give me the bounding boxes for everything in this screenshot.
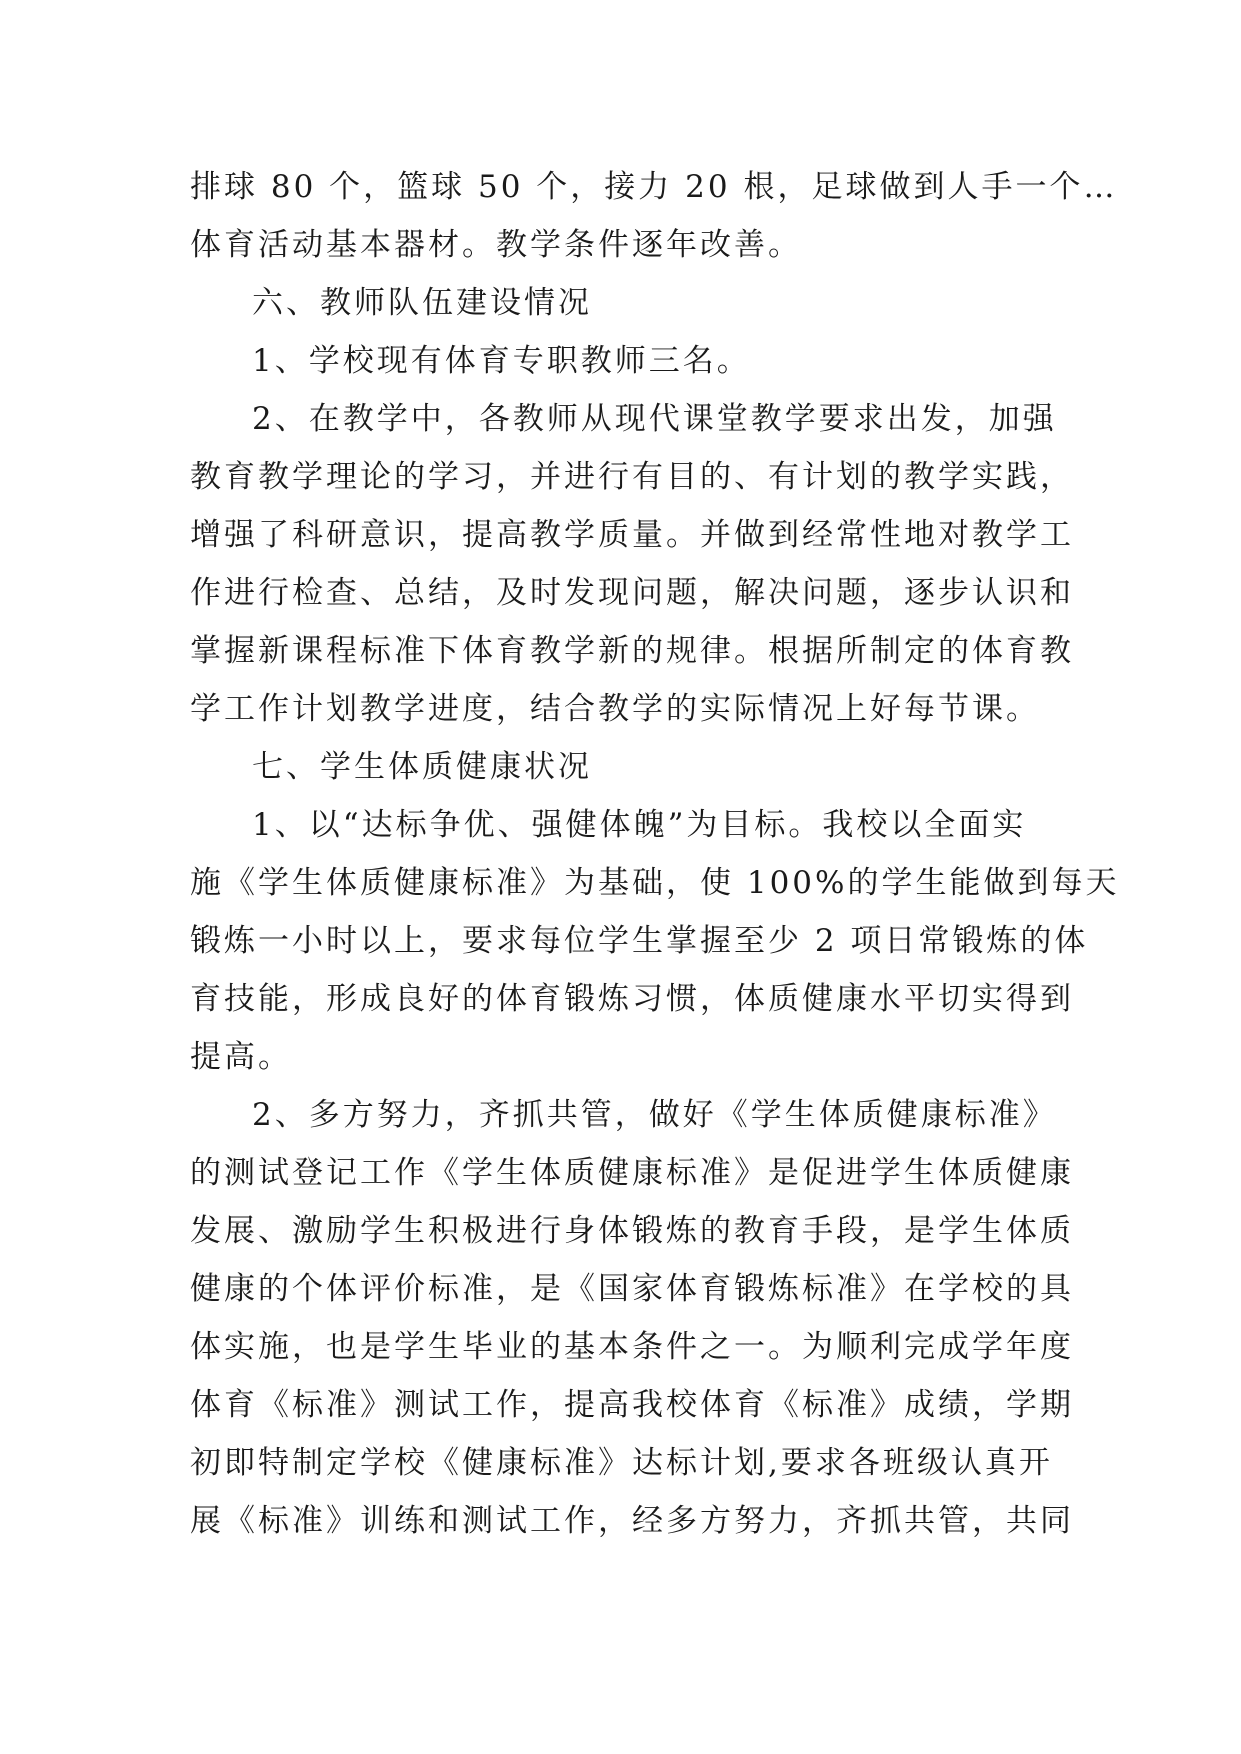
text-line: 作进行检查、总结，及时发现问题，解决问题，逐步认识和	[190, 575, 1074, 611]
section-heading: 六、教师队伍建设情况	[252, 285, 592, 321]
text-line: 体育活动基本器材。教学条件逐年改善。	[190, 227, 802, 263]
text-line: 提高。	[190, 1039, 292, 1075]
text-line: 排球 80 个，篮球 50 个，接力 20 根，足球做到人手一个…	[190, 169, 1118, 205]
text-line: 2、在教学中，各教师从现代课堂教学要求出发，加强	[252, 401, 1057, 437]
text-line: 掌握新课程标准下体育教学新的规律。根据所制定的体育教	[190, 633, 1074, 669]
text-line: 增强了科研意识，提高教学质量。并做到经常性地对教学工	[190, 517, 1074, 553]
text-line: 锻炼一小时以上，要求每位学生掌握至少 2 项日常锻炼的体	[190, 923, 1089, 959]
text-line: 育技能，形成良好的体育锻炼习惯，体质健康水平切实得到	[190, 981, 1074, 1017]
text-line: 1、学校现有体育专职教师三名。	[252, 343, 751, 379]
text-line: 体育《标准》测试工作，提高我校体育《标准》成绩，学期	[190, 1387, 1074, 1423]
section-heading: 七、学生体质健康状况	[252, 749, 592, 785]
text-line: 初即特制定学校《健康标准》达标计划,要求各班级认真开	[190, 1445, 1053, 1481]
text-line: 施《学生体质健康标准》为基础，使 100%的学生能做到每天	[190, 865, 1120, 901]
text-line: 体实施，也是学生毕业的基本条件之一。为顺利完成学年度	[190, 1329, 1074, 1365]
text-line: 2、多方努力，齐抓共管，做好《学生体质健康标准》	[252, 1097, 1057, 1133]
text-line: 学工作计划教学进度，结合教学的实际情况上好每节课。	[190, 691, 1040, 727]
text-line: 的测试登记工作《学生体质健康标准》是促进学生体质健康	[190, 1155, 1074, 1191]
text-line: 教育教学理论的学习，并进行有目的、有计划的教学实践，	[190, 459, 1074, 495]
document-page	[190, 158, 1120, 1550]
text-line: 发展、激励学生积极进行身体锻炼的教育手段，是学生体质	[190, 1213, 1074, 1249]
text-line: 展《标准》训练和测试工作，经多方努力，齐抓共管，共同	[190, 1503, 1074, 1539]
text-line: 1、以“达标争优、强健体魄”为目标。我校以全面实	[252, 807, 1027, 843]
text-line: 健康的个体评价标准，是《国家体育锻炼标准》在学校的具	[190, 1271, 1074, 1307]
